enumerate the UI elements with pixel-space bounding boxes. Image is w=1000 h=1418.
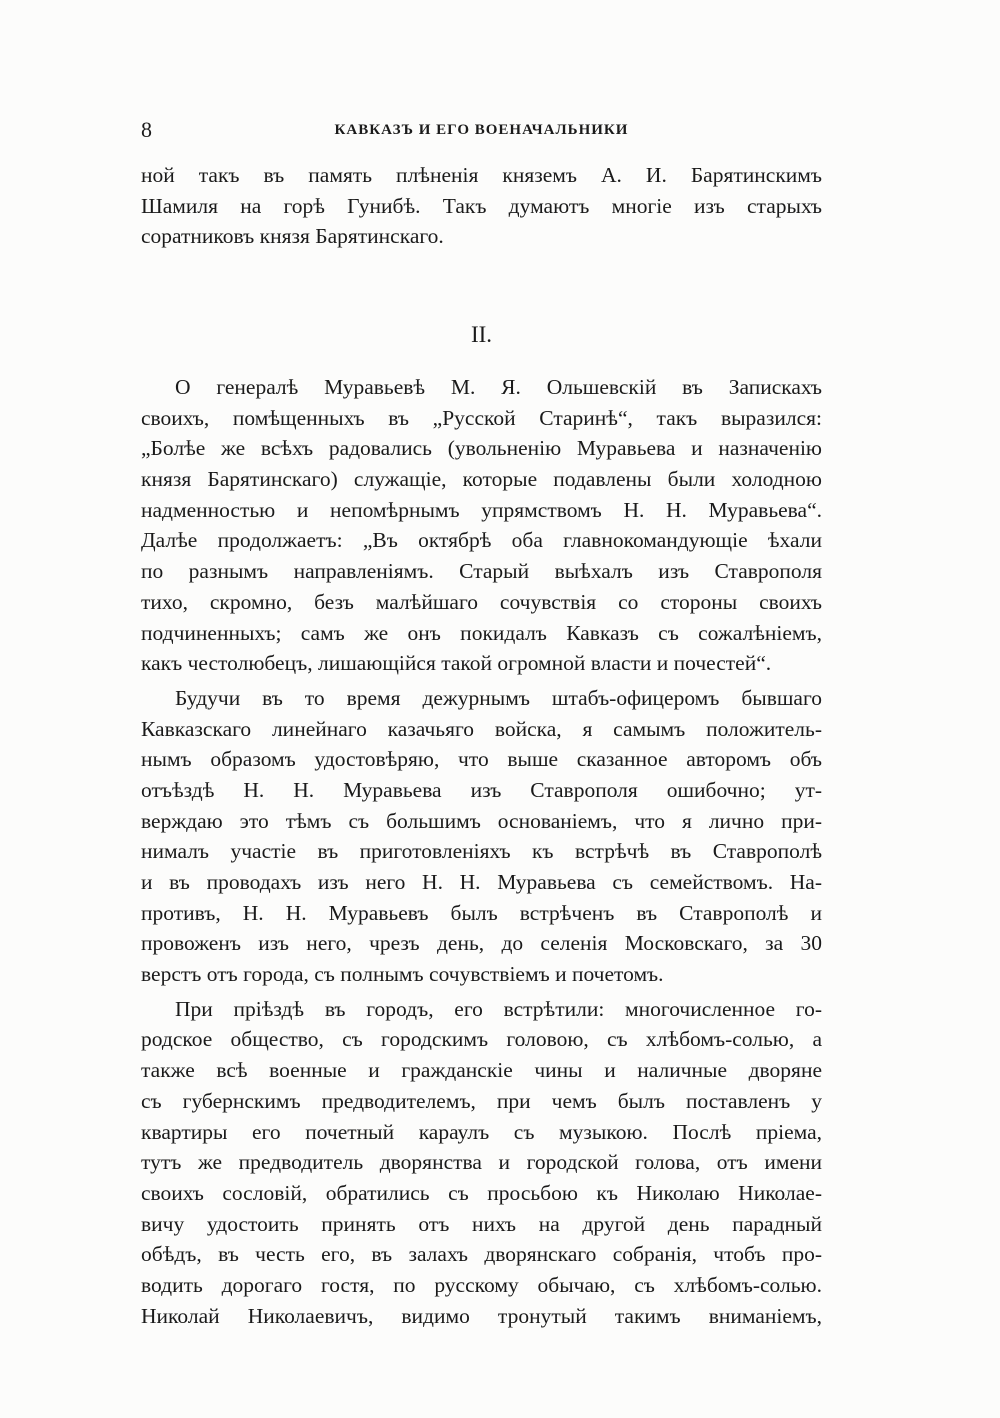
- text-line: также всѣ военные и гражданскіе чины и наличные дворяне: [141, 1058, 822, 1083]
- text-line: При пріѣздѣ въ городъ, его встрѣтили: многочисленное го-: [175, 996, 822, 1021]
- text-line: Будучи въ то время дежурнымъ штабъ-офицеромъ бывшаго: [175, 685, 822, 710]
- text-line: „Болѣе же всѣхъ радовались (увольненію Муравьева и назначенію: [141, 436, 822, 461]
- text-line: нималъ участіе въ приготовленіяхъ къ встрѣчѣ въ Ставрополѣ: [141, 839, 822, 864]
- text-line: водить дорогаго гостя, по русскому обычаю, съ хлѣбомъ-солью.: [141, 1272, 822, 1297]
- text-line: по разнымъ направленіямъ. Старый выѣхалъ изъ Ставрополя: [141, 559, 822, 584]
- text-line: квартиры его почетный караулъ съ музыкою. Послѣ пріема,: [141, 1119, 822, 1144]
- text-line: тихо, скромно, безъ малѣйшаго сочувствія со стороны своихъ: [141, 589, 822, 614]
- opening-paragraph: [141, 160, 822, 252]
- text-line: вичу удостоить принять отъ нихъ на другой день парадный: [141, 1211, 822, 1236]
- text-line: обѣдъ, въ честь его, въ залахъ дворянскаго собранія, чтобъ про-: [141, 1242, 822, 1267]
- text-line: какъ честолюбецъ, лишающійся такой огромной власти и почестей“.: [141, 651, 772, 676]
- text-line: Далѣе продолжаетъ: „Въ октябрѣ оба главнокомандующіе ѣхали: [141, 528, 822, 553]
- running-head: [141, 117, 822, 143]
- text-line: тутъ же предводитель дворянства и городской голова, отъ имени: [141, 1150, 822, 1175]
- text-line: нымъ образомъ удостовѣряю, что выше сказанное авторомъ объ: [141, 747, 822, 772]
- section-body: [141, 372, 822, 1331]
- text-line: князя Барятинскаго) служащіе, которые подавлены были холодною: [141, 467, 822, 492]
- text-line: Николай Николаевичъ, видимо тронутый такимъ вниманіемъ,: [141, 1303, 822, 1328]
- paragraph: [141, 372, 822, 679]
- text-line: родское общество, съ городскимъ головою, съ хлѣбомъ-солью, а: [141, 1027, 822, 1052]
- text-line: и въ проводахъ изъ него Н. Н. Муравьева съ семействомъ. На-: [141, 870, 822, 894]
- running-title: КАВКАЗЪ И ЕГО ВОЕНАЧАЛЬНИКИ: [334, 122, 629, 138]
- text-line: противъ, Н. Н. Муравьевъ былъ встрѣченъ въ Ставрополѣ и: [141, 900, 822, 925]
- text-line: надменностью и непомѣрнымъ упрямствомъ Н. Н. Муравьева“.: [141, 497, 822, 522]
- page-number: 8: [141, 117, 152, 142]
- text-line: соратниковъ князя Барятинскаго.: [141, 224, 444, 249]
- text-line: отъѣздѣ Н. Н. Муравьева изъ Ставрополя ошибочно; ут-: [141, 777, 822, 802]
- text-line: ной такъ въ память плѣненія княземъ А. И. Барятинскимъ: [141, 163, 822, 187]
- text-line: съ губернскимъ предводителемъ, при чемъ былъ поставленъ у: [141, 1088, 822, 1113]
- text-line: О генералѣ Муравьевѣ М. Я. Ольшевскій въ Запискахъ: [175, 375, 822, 399]
- section-heading: II.: [470, 322, 493, 347]
- text-line: верждаю это тѣмъ съ большимъ основаніемъ, что я лично при-: [141, 808, 822, 833]
- text-line: провоженъ изъ него, чрезъ день, до селенія Московскаго, за 30: [141, 931, 822, 956]
- text-line: Шамиля на горѣ Гунибѣ. Такъ думаютъ многіе изъ старыхъ: [141, 193, 822, 218]
- text-line: своихъ сословій, обратились съ просьбою къ Николаю Николае-: [141, 1180, 822, 1205]
- text-line: Кавказскаго линейнаго казачьяго войска, я самымъ положитель-: [141, 716, 822, 741]
- text-line: верстъ отъ города, съ полнымъ сочувствіемъ и почетомъ.: [141, 962, 664, 987]
- paragraph: [141, 683, 822, 990]
- paragraph: [141, 994, 822, 1332]
- text-line: подчиненныхъ; самъ же онъ покидалъ Кавказъ съ сожалѣніемъ,: [141, 620, 822, 645]
- text-line: своихъ, помѣщенныхъ въ „Русской Старинѣ“, такъ выразился:: [141, 405, 822, 430]
